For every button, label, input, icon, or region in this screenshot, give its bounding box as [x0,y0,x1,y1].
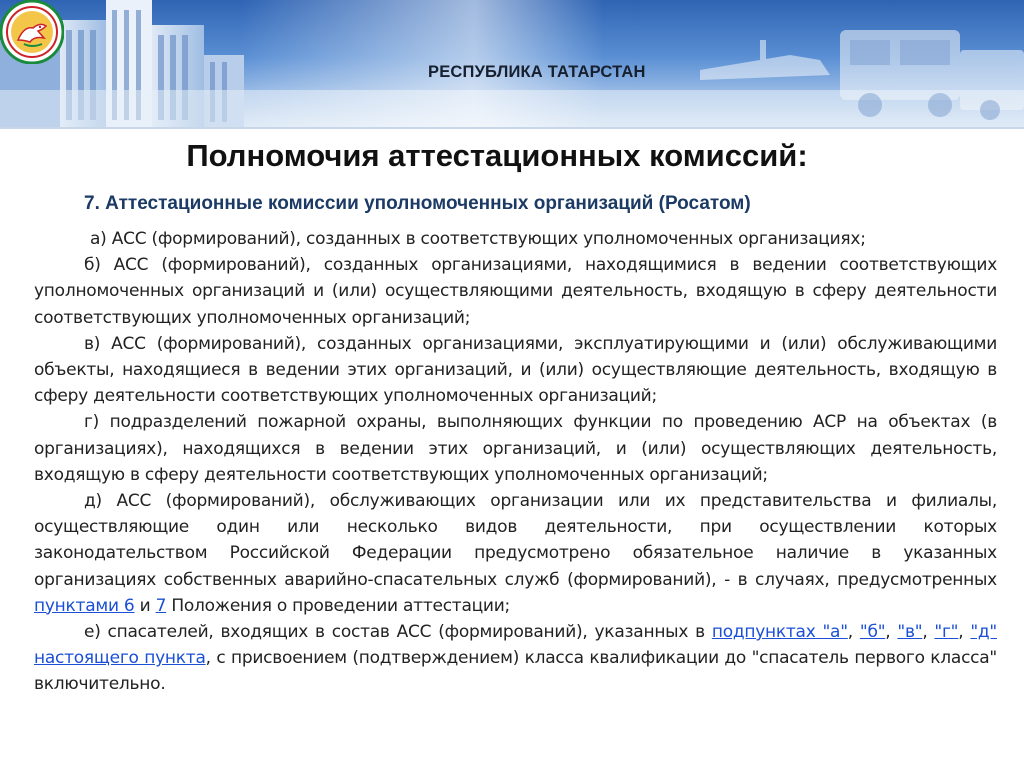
item-d-mid: и [134,595,156,616]
item-e [34,619,997,698]
item-d [34,488,997,619]
banner-title: РЕСПУБЛИКА ТАТАРСТАН [428,63,646,81]
section-subtitle: 7. Аттестационные комиссии уполномоченных организаций (Росатом) [84,193,751,214]
item-e-text: е) спасателей, входящих в состав АСС (формирований), указанных в [84,622,712,643]
item-e-sep1: , [847,622,860,643]
link-podpunkt-b[interactable]: "б" [859,622,886,643]
item-v: в) АСС (формирований), созданных организациями, эксплуатирующими и (или) обслуживающими объекты, находящиеся в ведении этих организаций, и (или) осуществляющие деятельность, входящую в сферу деятельности соответствующих уполномоченных организаций; [34,333,997,407]
link-podpunkt-d[interactable]: "д" настоящего пункта [34,622,998,669]
item-e-tail: , с присвоением (подтверждением) класса квалификации до "спасатель первого класса" включительно. [34,648,997,695]
header-banner [0,0,1024,129]
link-podpunkt-v[interactable]: "в" [897,622,923,643]
item-d-tail: Положения о проведении аттестации; [166,595,511,616]
item-a: а) АСС (формирований), созданных в соответствующих уполномоченных организациях; [90,229,866,249]
link-podpunkt-a[interactable]: подпунктах "а" [711,622,848,643]
body-text [34,226,997,698]
page-title: Полномочия аттестационных комиссий: [186,138,808,173]
item-b: б) АСС (формирований), созданных организациями, находящимися в ведении соответствующих уполномоченных организаций и (или) осуществляющими деятельность, входящую в сферу деятельности соответствующих уполномоченных организаций; [34,255,997,328]
tatarstan-emblem-icon [0,0,64,64]
item-e-sep2: , [885,622,898,643]
link-punkt-7[interactable]: 7 [155,595,167,616]
item-e-sep3: , [922,622,935,643]
link-punkty-6[interactable]: пунктами 6 [34,595,135,616]
item-e-sep4: , [958,622,971,643]
link-podpunkt-g[interactable]: "г" [934,622,959,643]
item-d-text: д) АСС (формирований), обслуживающих организации или их представительства и филиалы, осуществляющие один или несколько видов деятельности, при осуществлении которых законодательством Российской Федерации предусмотрено обязательное наличие в указанных организациях собственных аварийно-спасательных служб (формирований), - в случаях, предусмотренных [34,491,997,590]
item-g: г) подразделений пожарной охраны, выполняющих функции по проведению АСР на объектах (в организациях), находящихся в ведении этих организаций, и (или) осуществляющих деятельность, входящую в сферу деятельности соответствующих уполномоченных организаций; [34,412,997,485]
